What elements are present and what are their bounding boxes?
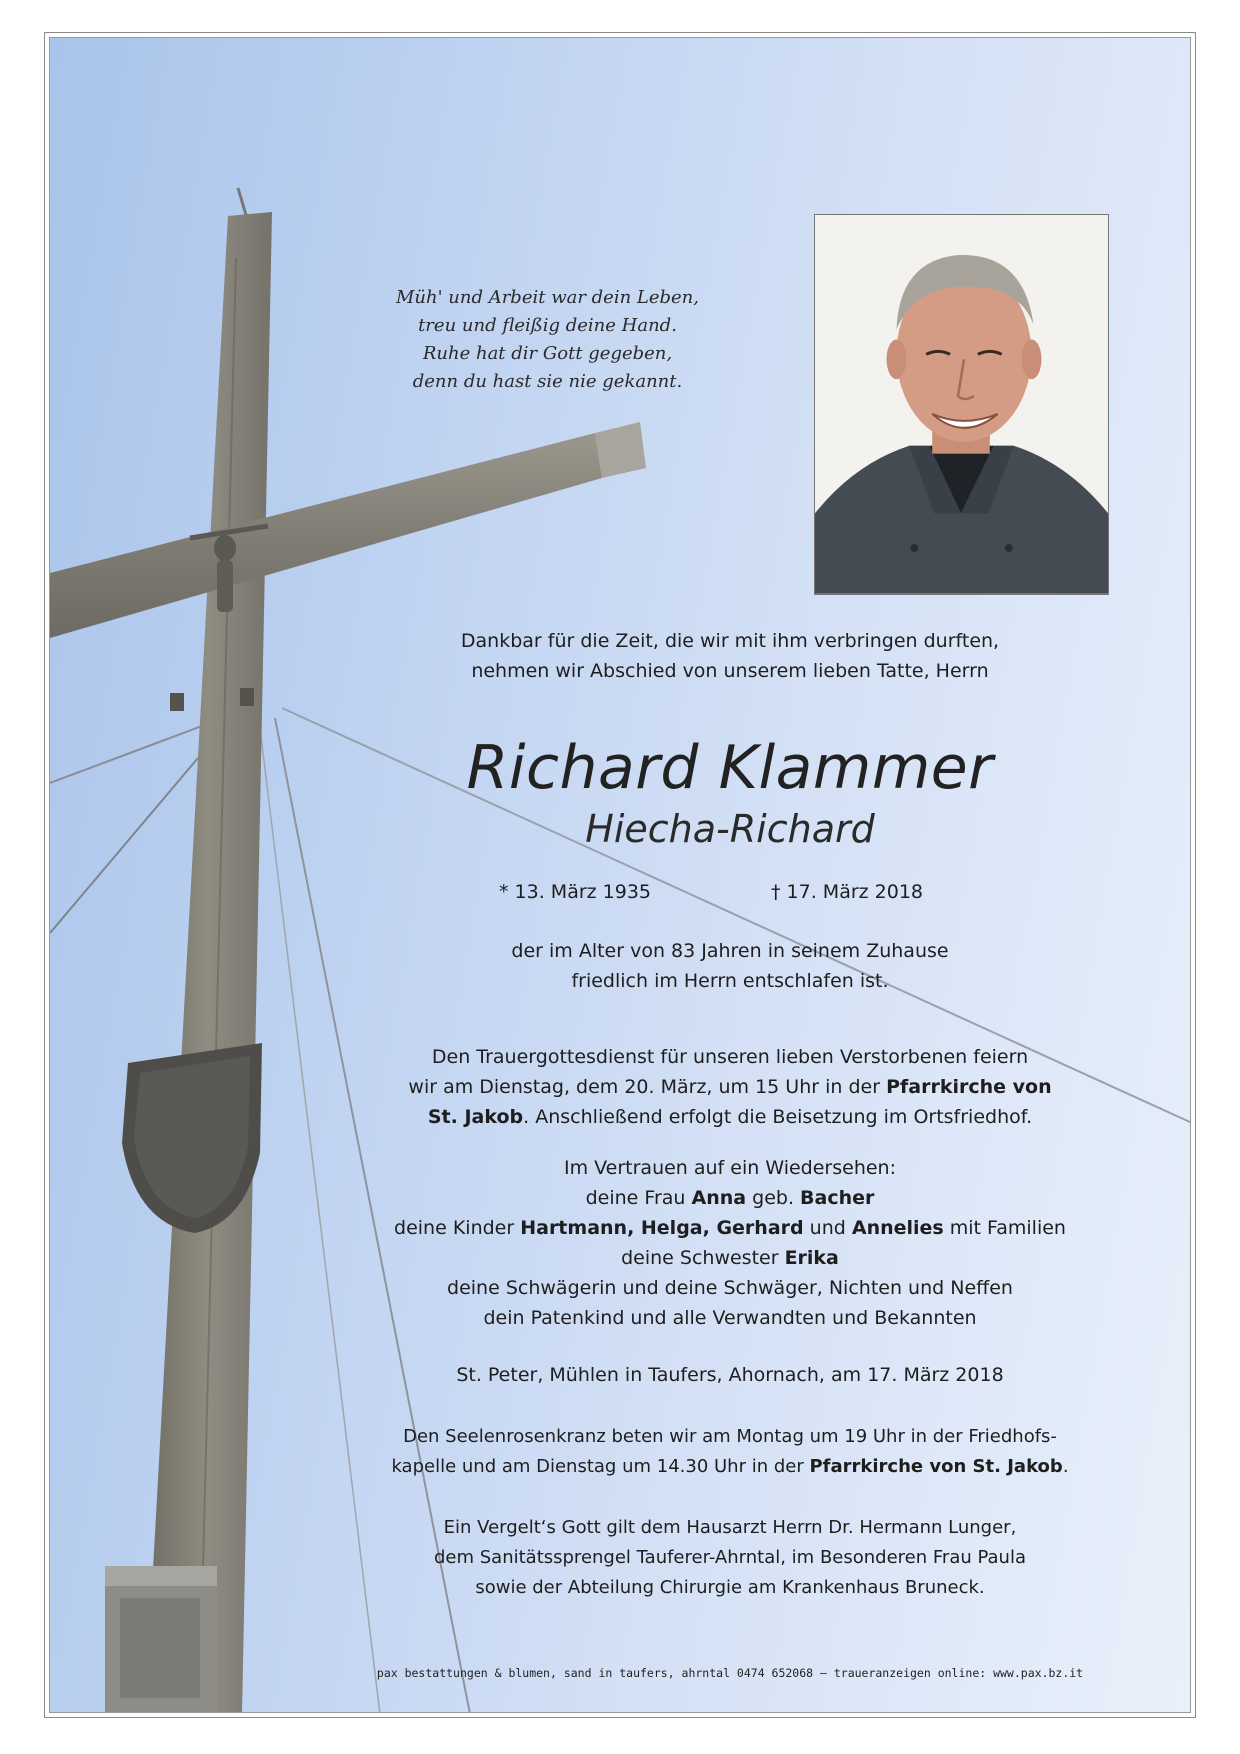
mourner-wife	[345, 1183, 1115, 1213]
rosary-text-part: kapelle und am Dienstag um 14.30 Uhr in der	[391, 1456, 810, 1477]
thanks-text	[345, 1513, 1115, 1603]
verse-line: denn du hast sie nie gekannt.	[412, 371, 683, 392]
intro-text	[345, 626, 1115, 686]
birth-date: * 13. März 1935	[499, 881, 652, 903]
mourner-name: Erika	[784, 1247, 839, 1269]
death-date: † 17. März 2018	[771, 881, 924, 903]
deceased-name: Richard Klammer	[466, 733, 994, 803]
verse-line: Ruhe hat dir Gott gegeben,	[422, 343, 673, 364]
footer-funeral-home: pax bestattungen & blumen, sand in taufers, ahrntal 0474 652068 – traueranzeigen online: www.pax.bz.it	[376, 1666, 1084, 1680]
service-line	[345, 1072, 1115, 1102]
intro-line: Dankbar für die Zeit, die wir mit ihm verbringen durften,	[460, 630, 1000, 652]
verse-line: treu und fleißig deine Hand.	[418, 315, 677, 336]
verse-line: Müh' und Arbeit war dein Leben,	[395, 287, 699, 308]
funeral-service-text	[345, 1042, 1115, 1132]
mourners-list	[345, 1153, 1115, 1333]
rosary-line	[345, 1452, 1115, 1482]
intro-line: nehmen wir Abschied von unserem lieben Tatte, Herrn	[471, 660, 989, 682]
mourner-name: Bacher	[800, 1187, 875, 1209]
rosary-line: Den Seelenrosenkranz beten wir am Montag um 19 Uhr in der Friedhofs-	[403, 1426, 1057, 1447]
church-name: Pfarrkirche von	[886, 1076, 1052, 1098]
deceased-nickname: Hiecha-Richard	[585, 807, 875, 851]
mourner-text: deine Kinder	[394, 1217, 521, 1239]
passing-text	[345, 936, 1115, 996]
mourner-name: Hartmann, Helga, Gerhard	[520, 1217, 804, 1239]
mourner-text: geb.	[746, 1187, 801, 1209]
service-line: Den Trauergottesdienst für unseren lieben Verstorbenen feiern	[431, 1046, 1029, 1068]
mourners-heading: Im Vertrauen auf ein Wiedersehen:	[563, 1157, 897, 1179]
memorial-verse	[350, 284, 745, 396]
service-text: . Anschließend erfolgt die Beisetzung im Ortsfriedhof.	[523, 1106, 1033, 1128]
place-date: St. Peter, Mühlen in Taufers, Ahornach, am 17. März 2018	[456, 1364, 1004, 1386]
thanks-line: Ein Vergelt‘s Gott gilt dem Hausarzt Herrn Dr. Hermann Lunger,	[443, 1517, 1017, 1538]
portrait-photo	[814, 214, 1109, 595]
mourner-sister	[345, 1243, 1115, 1273]
passing-line: friedlich im Herrn entschlafen ist.	[571, 970, 889, 992]
service-line	[345, 1102, 1115, 1132]
mourner-text: deine Frau	[585, 1187, 692, 1209]
mourner-text: und	[803, 1217, 852, 1239]
mourner-name: Anna	[691, 1187, 747, 1209]
mourner-inlaws: deine Schwägerin und deine Schwäger, Nichten und Neffen	[447, 1277, 1013, 1299]
mourner-relatives: dein Patenkind und alle Verwandten und Bekannten	[483, 1307, 977, 1329]
thanks-line: dem Sanitätssprengel Tauferer-Ahrntal, im Besonderen Frau Paula	[433, 1547, 1026, 1568]
passing-line: der im Alter von 83 Jahren in seinem Zuhause	[511, 940, 949, 962]
rosary-text-part: .	[1062, 1456, 1069, 1477]
mourner-text: deine Schwester	[621, 1247, 785, 1269]
mourner-children	[345, 1213, 1115, 1243]
church-name: Pfarrkirche von St. Jakob	[809, 1456, 1063, 1477]
rosary-text	[345, 1422, 1115, 1482]
service-text: wir am Dienstag, dem 20. März, um 15 Uhr in der	[408, 1076, 887, 1098]
church-name: St. Jakob	[427, 1106, 524, 1128]
mourner-name: Annelies	[851, 1217, 944, 1239]
thanks-line: sowie der Abteilung Chirurgie am Krankenhaus Bruneck.	[475, 1577, 985, 1598]
mourner-text: mit Familien	[943, 1217, 1066, 1239]
